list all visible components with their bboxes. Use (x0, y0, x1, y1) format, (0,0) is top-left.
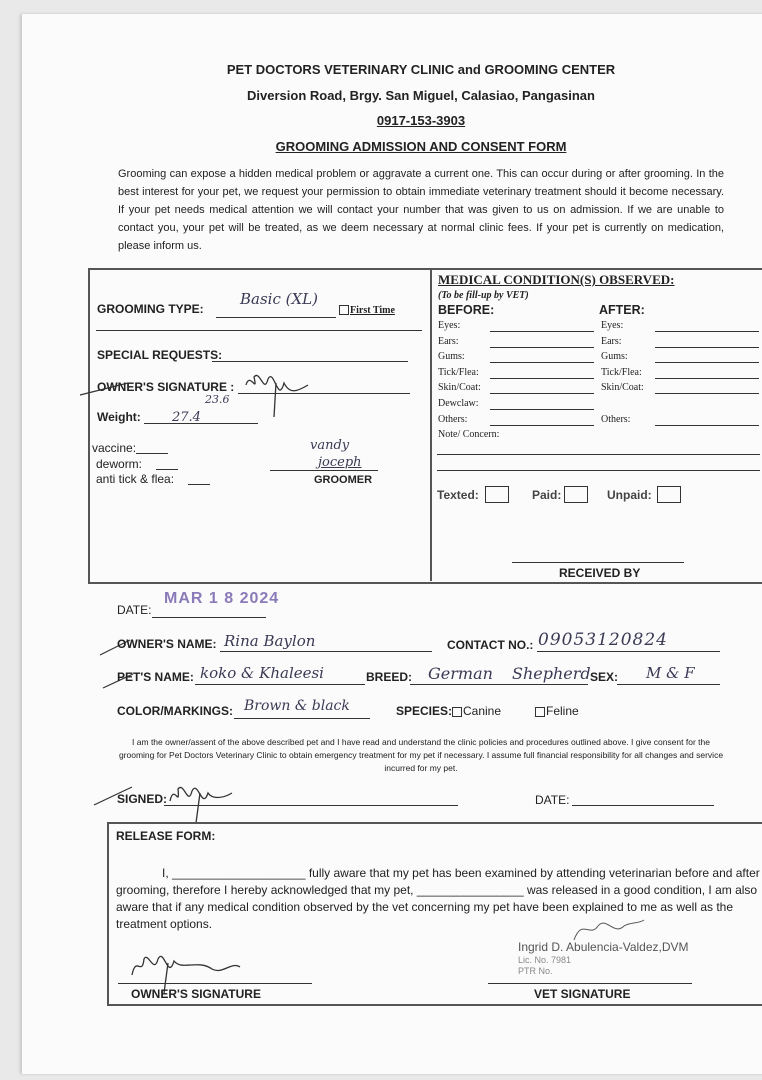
signed-label: SIGNED: (117, 792, 168, 806)
before-row-field[interactable] (490, 409, 594, 410)
before-header: BEFORE: (438, 303, 495, 317)
unpaid-label: Unpaid: (607, 488, 652, 502)
before-row-label: Ears: (438, 335, 459, 347)
grooming-type-value[interactable]: Basic (XL) (240, 290, 318, 308)
after-row-field[interactable] (655, 331, 759, 332)
before-row-field[interactable] (490, 347, 594, 348)
after-row-field[interactable] (655, 347, 759, 348)
after-row-field[interactable] (655, 362, 759, 363)
special-requests-label: SPECIAL REQUESTS: (97, 348, 223, 362)
groomer-label: GROOMER (314, 474, 373, 486)
sex-label: SEX: (590, 670, 619, 684)
after-row-label: Tick/Flea: (601, 366, 642, 378)
after-row-label: Ears: (601, 335, 622, 347)
antitick-field[interactable] (188, 484, 210, 485)
clinic-name: PET DOCTORS VETERINARY CLINIC and GROOMING CENTER (226, 62, 616, 77)
clinic-address: Diversion Road, Brgy. San Miguel, Calasiao, Pangasinan (247, 88, 595, 103)
medical-title: MEDICAL CONDITION(S) OBSERVED: (438, 272, 675, 287)
vet-name: Ingrid D. Abulencia-Valdez,DVM (518, 940, 689, 954)
before-row-label: Skin/Coat: (438, 382, 481, 394)
owner-signature-label: OWNER'S SIGNATURE : (97, 380, 235, 394)
release-owner-signature-label: OWNER'S SIGNATURE (131, 987, 261, 1001)
signed-signature-scribble (92, 775, 252, 825)
date-stamp: MAR 1 8 2024 (164, 590, 280, 607)
release-paragraph: I, ____________________ fully aware that my pet has been examined by attending veterinarian before and after grooming, therefore I hereby acknowledged that my pet, ________________ was released in a good condition, I am also aware that if any medical condition observed by the vet concerning my pet have been explained to me as well as the treatment options. (116, 866, 760, 931)
date-label: DATE: (117, 603, 152, 617)
vet-license: Lic. No. 7981 (518, 955, 572, 965)
color-label: COLOR/MARKINGS: (117, 704, 233, 718)
consent-text: I am the owner/assent of the above described pet and I have read and understand the clinic policies and procedures outlined above. I give consent for the grooming for Pet Doctors Veterinary Clinic to obtain emergency treatment for my pet if necessary. I assume full financial responsibility for all changes and service incurred for my pet. (118, 737, 724, 773)
clinic-phone: 0917-153-3903 (376, 113, 466, 128)
texted-label: Texted: (437, 488, 479, 502)
weight-label: Weight: (97, 410, 141, 424)
weight-value-1: 23.6 (205, 393, 230, 406)
groomer-name-1: vandy (310, 438, 350, 453)
owner-name-value[interactable]: Rina Baylon (224, 632, 316, 650)
canine-checkbox[interactable] (452, 707, 462, 717)
medical-subtitle: (To be fill-up by VET) (438, 290, 529, 301)
note-label: Note/ Concern: (438, 429, 500, 440)
after-row-field[interactable] (655, 393, 759, 394)
paid-label: Paid: (532, 488, 562, 502)
pet-name-label: PET'S NAME: (117, 670, 194, 684)
feline-checkbox[interactable] (535, 707, 545, 717)
grooming-type-label: GROOMING TYPE: (97, 302, 204, 316)
before-row-label: Eyes: (438, 320, 461, 331)
breed-label: BREED: (366, 670, 413, 684)
after-row-label: Eyes: (601, 320, 624, 331)
before-row-label: Gums: (438, 351, 465, 363)
strike-marks (95, 620, 135, 700)
unpaid-checkbox[interactable] (657, 486, 681, 503)
before-row-field[interactable] (490, 393, 594, 394)
deworm-label: deworm: (96, 457, 143, 471)
vaccine-label: vaccine: (92, 441, 137, 455)
contact-value[interactable]: 09053120824 (538, 630, 668, 650)
sex-value[interactable]: M & F (646, 664, 695, 682)
weight-value-2: 27.4 (172, 410, 201, 425)
received-by-label: RECEIVED BY (559, 566, 641, 580)
antitick-label: anti tick & flea: (96, 472, 175, 486)
date2-label: DATE: (535, 793, 570, 807)
intro-paragraph: Grooming can expose a hidden medical problem or aggravate a current one. This can occur during or after grooming. In the best interest for your pet, we request your permission to obtain immediate veterinary treatment should it become necessary. If your pet needs medical attention we will contact your number that was given to us on admission. If we are unable to contact you, your pet will be treated, as we deem necessary at normal clinic fees. If your pet is currently on medication, please inform us. (118, 168, 724, 252)
before-row-field[interactable] (490, 331, 594, 332)
before-row-field[interactable] (490, 362, 594, 363)
form-title: GROOMING ADMISSION AND CONSENT FORM (275, 139, 567, 154)
first-time-label: First Time (350, 305, 395, 316)
before-row-field[interactable] (490, 425, 594, 426)
after-header: AFTER: (599, 303, 645, 317)
before-row-label: Dewclaw: (438, 398, 479, 409)
column-divider (430, 268, 432, 581)
breed-value[interactable]: German Shepherd (428, 664, 591, 683)
after-row-field[interactable] (655, 378, 759, 379)
species-label: SPECIES: (396, 704, 453, 718)
release-title: RELEASE FORM: (116, 829, 216, 843)
first-time-checkbox[interactable] (339, 305, 349, 315)
note-line-2[interactable] (437, 470, 760, 471)
vet-ptr: PTR No. (518, 966, 553, 976)
special-requests-field[interactable] (212, 361, 408, 362)
paid-checkbox[interactable] (564, 486, 588, 503)
color-value[interactable]: Brown & black (244, 698, 350, 714)
contact-label: CONTACT NO.: (447, 638, 534, 652)
vaccine-field[interactable] (136, 453, 168, 454)
texted-checkbox[interactable] (485, 486, 509, 503)
before-row-label: Tick/Flea: (438, 366, 479, 378)
feline-label: Feline (546, 704, 579, 718)
after-row-label: Skin/Coat: (601, 382, 644, 394)
owner-name-label: OWNER'S NAME: (117, 637, 217, 651)
after-row-field[interactable] (655, 425, 759, 426)
before-row-label: Others: (438, 413, 468, 425)
groomer-name-2: joceph (318, 455, 362, 470)
vet-signature-label: VET SIGNATURE (534, 987, 631, 1001)
canine-label: Canine (463, 704, 502, 718)
deworm-field[interactable] (156, 469, 178, 470)
note-line-1[interactable] (437, 454, 760, 455)
after-row-label: Gums: (601, 351, 628, 363)
before-row-field[interactable] (490, 378, 594, 379)
date2-field[interactable] (572, 805, 714, 806)
after-row-label: Others: (601, 413, 631, 425)
pet-name-value[interactable]: koko & Khaleesi (200, 664, 324, 682)
